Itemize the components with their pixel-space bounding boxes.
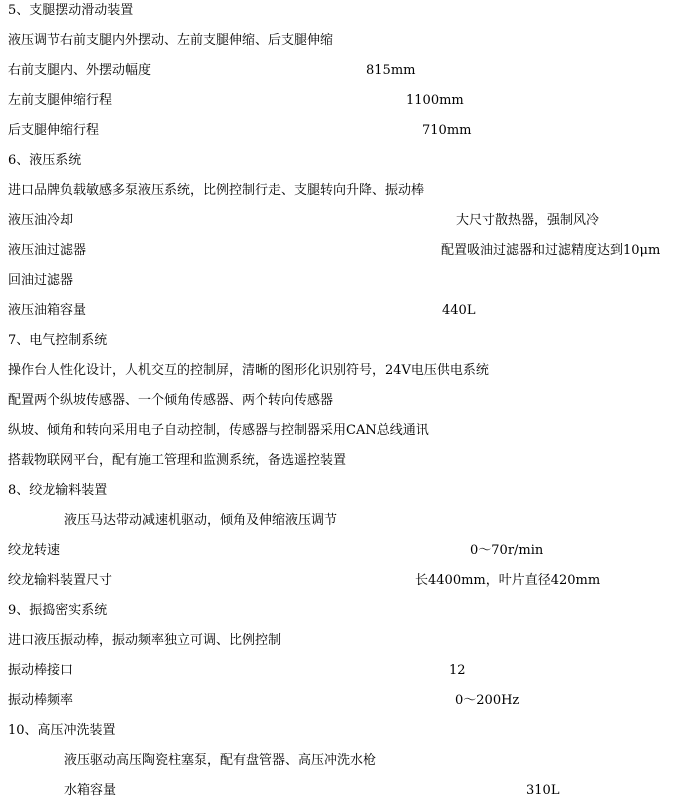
spec-label: 液压油冷却	[8, 213, 74, 228]
spec-label: 后支腿伸缩行程	[8, 123, 100, 138]
spec-value: 0～70r/min	[470, 543, 544, 558]
spec-value: 440L	[442, 303, 476, 318]
spec-value: 长4400mm，叶片直径420mm	[415, 573, 601, 588]
spec-value: 815mm	[366, 63, 416, 78]
spec-label: 回油过滤器	[8, 273, 74, 288]
spec-label: 右前支腿内、外摆动幅度	[8, 63, 152, 78]
spec-label: 液压油箱容量	[8, 303, 87, 318]
spec-value: 12	[449, 663, 466, 678]
spec-label: 绞龙输料装置尺寸	[8, 573, 113, 588]
spec-label: 液压油过滤器	[8, 243, 87, 258]
spec-label: 左前支腿伸缩行程	[8, 93, 113, 108]
spec-label: 振动棒接口	[8, 663, 74, 678]
spec-value: 大尺寸散热器，强制风冷	[456, 213, 600, 228]
spec-label: 振动棒频率	[8, 693, 74, 708]
spec-value: 1100mm	[406, 93, 464, 108]
spec-value: 710mm	[422, 123, 472, 138]
spec-label: 水箱容量	[64, 783, 117, 798]
spec-value: 配置吸油过滤器和过滤精度达到10μm	[441, 243, 661, 258]
spec-value: 310L	[526, 783, 560, 798]
spec-label: 绞龙转速	[8, 543, 61, 558]
spec-value: 0～200Hz	[455, 693, 520, 708]
